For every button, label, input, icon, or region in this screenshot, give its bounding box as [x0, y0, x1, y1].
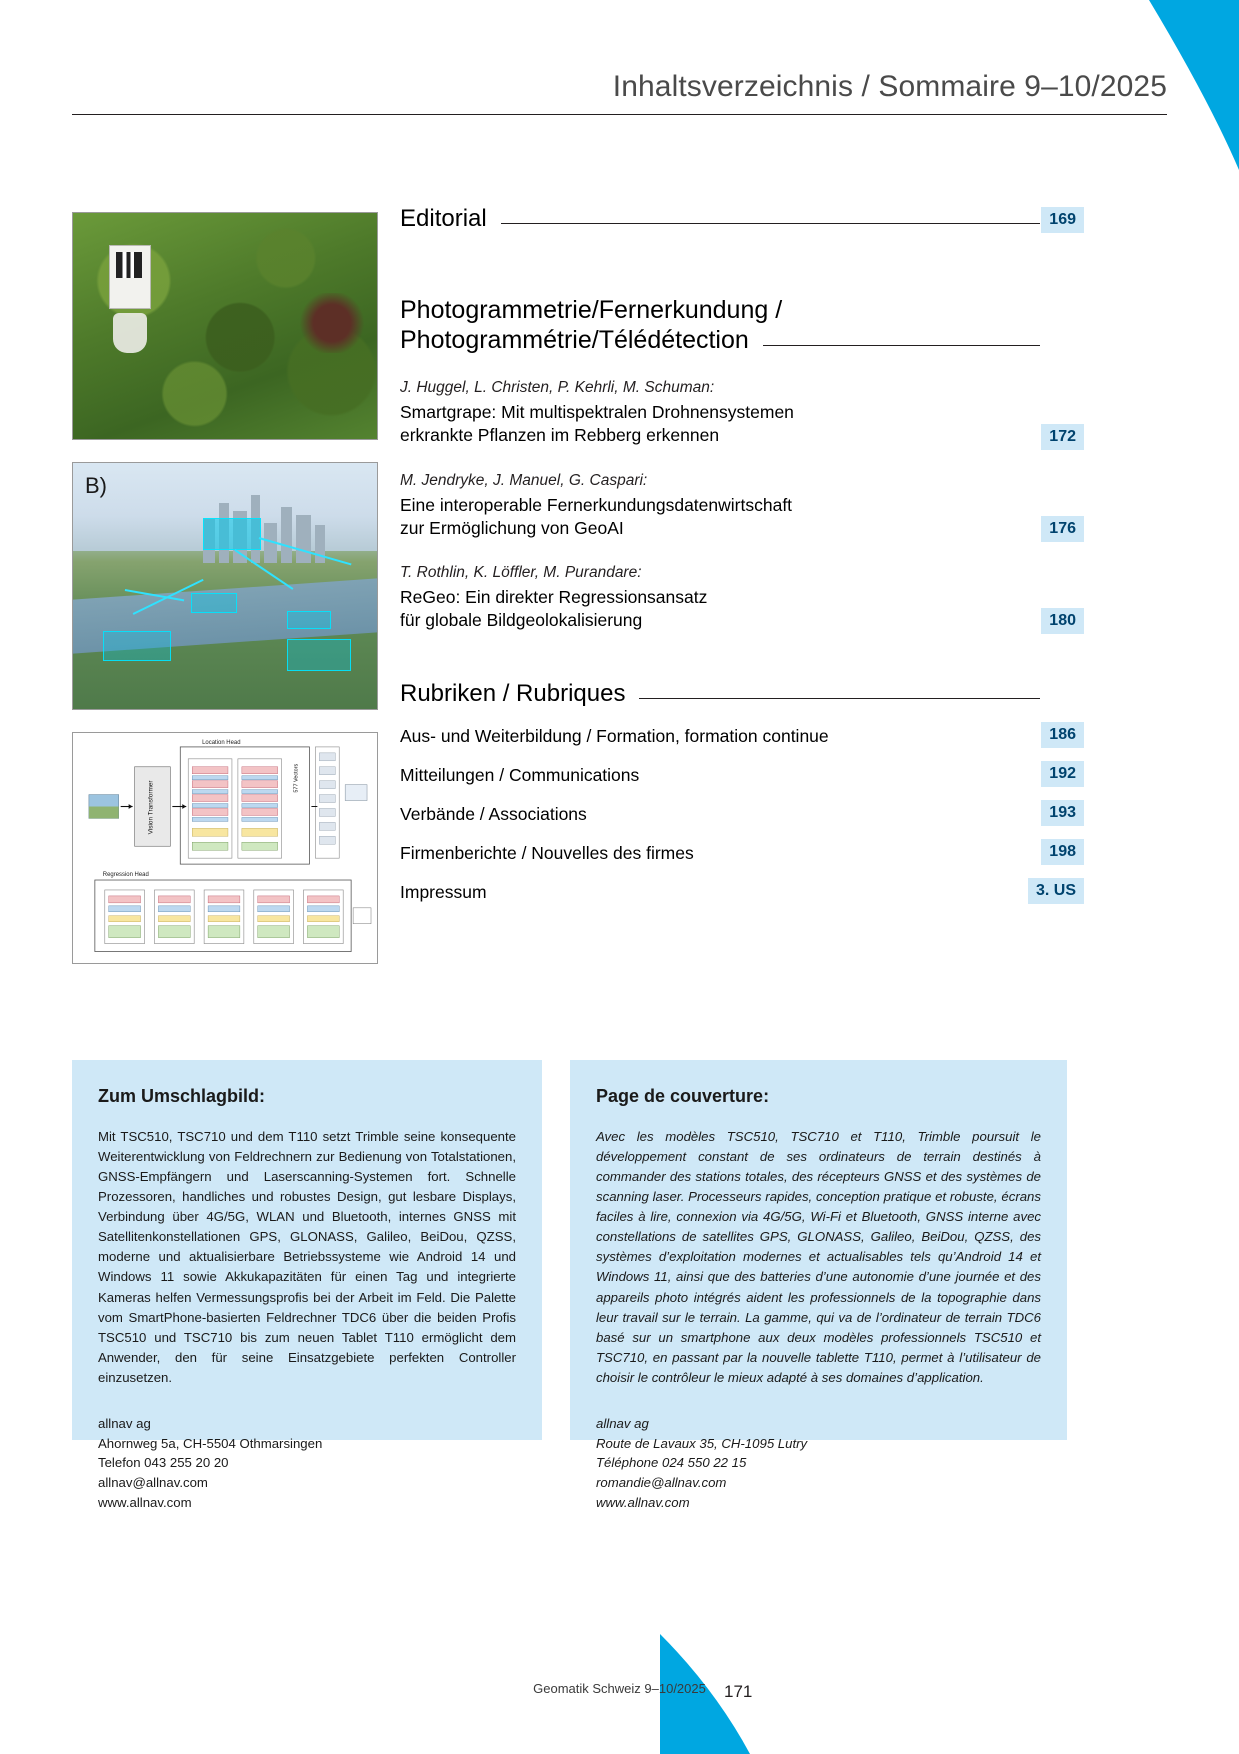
rubrik-label: Mitteilungen / Communications — [400, 765, 640, 786]
page-badge-rubrik-1[interactable]: 186 — [1041, 722, 1084, 748]
cover-de-heading: Zum Umschlagbild: — [98, 1086, 266, 1106]
entry-title-line1: Eine interoperable Fernerkundungsdatenwirtschaft — [400, 494, 793, 515]
rubrik-label: Verbände / Associations — [400, 804, 587, 825]
cover-fr-address: Route de Lavaux 35, CH-1095 Lutry — [596, 1435, 808, 1451]
rubrik-row[interactable] — [400, 843, 1076, 864]
editorial-rule — [501, 222, 1040, 224]
rubrik-row[interactable] — [400, 882, 1076, 903]
diseased-leaf-area — [297, 293, 367, 353]
figure-label-b: B) — [85, 473, 107, 498]
entry-title-line2: zur Ermöglichung von GeoAI — [400, 517, 624, 538]
rubriken-rule — [639, 697, 1040, 699]
cover-fr-contact — [596, 1414, 1041, 1513]
detection-box-2 — [191, 593, 237, 613]
cover-de-company: allnav ag — [98, 1415, 151, 1431]
header-divider — [72, 114, 1167, 115]
footer-text: Geomatik Schweiz 9–10/2025 — [533, 1681, 706, 1696]
toc-entry[interactable] — [400, 379, 1076, 447]
entry-title-line2: für globale Bildgeolokalisierung — [400, 609, 643, 630]
editorial-label: Editorial — [400, 205, 487, 232]
page-title: Inhaltsverzeichnis / Sommaire 9–10/2025 — [612, 70, 1167, 103]
page-badge-entry-3[interactable]: 180 — [1041, 608, 1084, 634]
photogrammetry-rule — [763, 344, 1040, 346]
rubrik-row[interactable] — [400, 765, 1076, 786]
svg-text:Regression Head: Regression Head — [102, 872, 149, 879]
svg-text:Location Head: Location Head — [202, 739, 241, 746]
page-badge-rubrik-4[interactable]: 198 — [1041, 839, 1084, 865]
entry-authors: M. Jendryke, J. Manuel, G. Caspari: — [400, 471, 648, 489]
detection-box-4 — [287, 639, 351, 671]
entry-title-line1: Smartgrape: Mit multispektralen Drohnensystemen — [400, 402, 794, 423]
footer-page-number: 171 — [724, 1682, 753, 1701]
svg-text:577 Vectors: 577 Vectors — [293, 763, 300, 793]
rubrik-label: Firmenberichte / Nouvelles des firmes — [400, 843, 694, 864]
detection-box-5 — [103, 631, 171, 661]
cover-fr-company: allnav ag — [596, 1415, 649, 1431]
table-of-contents — [400, 205, 1076, 903]
rubrik-label: Impressum — [400, 882, 487, 903]
entry-title-line2: erkrankte Pflanzen im Rebberg erkennen — [400, 425, 720, 446]
cover-description-fr — [570, 1060, 1067, 1510]
page-badge-rubrik-3[interactable]: 193 — [1041, 800, 1084, 826]
sensor-box-icon — [109, 245, 151, 309]
cover-fr-body: Avec les modèles TSC510, TSC710 et T110, Trimble poursuit le développement constant de ses ordinateurs de terrain destinés à commander des stations totales, des récepteurs GNSS et des systèmes de scanning laser. Processeurs rapides, conception pratique et robuste, écrans faciles à lire, connexion via 4G/5G, Wi-Fi et Bluetooth, GNSS interne avec constellations de satellites GPS, GLONASS, Galileo, BeiDou, QZSS, des systèmes d’exploitation modernes et actualisables tels qu’Android 14 et Windows 11, ainsi que des batteries d’une autonomie d’une journée et des appareils photo intégrés aident les professionnels de la topographie dans leur travail sur le terrain. La gamme, qui va de l’ordinateur de terrain TDC6 basé sur un smartphone aux deux modèles professionnels TSC510 et TSC710, en passant par la nouvelle tablette T110, permet à l’utilisateur de choisir le contrôleur le mieux adapté à ses domaines d’application. — [596, 1129, 1041, 1385]
photogrammetry-heading-line1: Photogrammetrie/Fernerkundung / — [400, 296, 783, 325]
cover-description-de — [72, 1060, 542, 1510]
toc-section-editorial — [400, 205, 1076, 233]
page-badge-editorial[interactable]: 169 — [1041, 207, 1084, 233]
rubrik-row[interactable] — [400, 804, 1076, 825]
cover-fr-email[interactable]: romandie@allnav.com — [596, 1475, 727, 1491]
cover-fr-phone: Téléphone 024 550 22 15 — [596, 1455, 747, 1471]
entry-title-line1: ReGeo: Ein direkter Regressionsansatz — [400, 586, 708, 607]
cover-fr-heading: Page de couverture: — [596, 1086, 770, 1106]
rubrik-label: Aus- und Weiterbildung / Formation, formation continue — [400, 726, 829, 747]
cover-de-body: Mit TSC510, TSC710 und dem T110 setzt Trimble seine konsequente Weiterentwicklung von Feldrechnern zur Bedienung von Totalstationen, GNSS-Empfängern und Laserscanning-Systemen fort. Schnelle Prozessoren, handliches und robustes Design, gut lesbare Displays, Verbindung über 4G/5G, WLAN und Bluetooth, internes GNSS mit Satellitenkonstellationen GPS, GLONASS, Galileo, BeiDou, QZSS, moderne und aktualisierbare Betriebssysteme wie Android 14 und Windows 11 sowie Akkukapazitäten für einen Tag und integrierte Kameras helfen Vermessungsprofis bei der Arbeit im Feld. Die Palette vom SmartPhone-basierten Feldrechner TDC6 über die beiden Profis TSC510 und TSC710 bis zum neuen Tablet T110 ermöglicht dem Anwender, den für seine Einsatzgebiete perfekten Controller einzusetzen. — [98, 1129, 516, 1385]
page-badge-rubrik-5[interactable]: 3. US — [1028, 878, 1084, 904]
sample-bag — [113, 313, 147, 353]
page-badge-entry-1[interactable]: 172 — [1041, 424, 1084, 450]
page-header — [72, 70, 1167, 115]
toc-entry[interactable] — [400, 471, 1076, 540]
toc-section-rubriken — [400, 679, 1076, 903]
qr-code-icon — [116, 252, 142, 278]
entry-authors: J. Huggel, L. Christen, P. Kehrli, M. Schuman: — [400, 379, 715, 397]
cover-de-web[interactable]: www.allnav.com — [98, 1495, 192, 1510]
toc-entry[interactable] — [400, 563, 1076, 632]
toc-section-photogrammetry — [400, 295, 1076, 632]
rubriken-heading: Rubriken / Rubriques — [400, 679, 626, 707]
cover-de-address: Ahornweg 5a, CH-5504 Othmarsingen — [98, 1435, 323, 1451]
cover-de-email[interactable]: allnav@allnav.com — [98, 1475, 208, 1491]
vineyard-photo — [72, 212, 378, 440]
cover-de-contact — [98, 1414, 516, 1513]
detection-box-3 — [287, 611, 331, 629]
photogrammetry-heading-line2: Photogrammétrie/Télédétection — [400, 326, 749, 355]
cover-fr-web[interactable]: www.allnav.com — [596, 1495, 690, 1510]
svg-text:Vision Transformer: Vision Transformer — [147, 780, 155, 835]
city-aerial-photo — [72, 462, 378, 710]
image-column — [72, 212, 380, 964]
page-badge-rubrik-2[interactable]: 192 — [1041, 761, 1084, 787]
cover-de-phone: Telefon 043 255 20 20 — [98, 1455, 229, 1471]
detection-box-1 — [203, 518, 261, 550]
entry-authors: T. Rothlin, K. Löffler, M. Purandare: — [400, 563, 642, 581]
rubrik-row[interactable] — [400, 726, 1076, 747]
page-badge-entry-2[interactable]: 176 — [1041, 516, 1084, 542]
network-diagram — [72, 732, 378, 964]
